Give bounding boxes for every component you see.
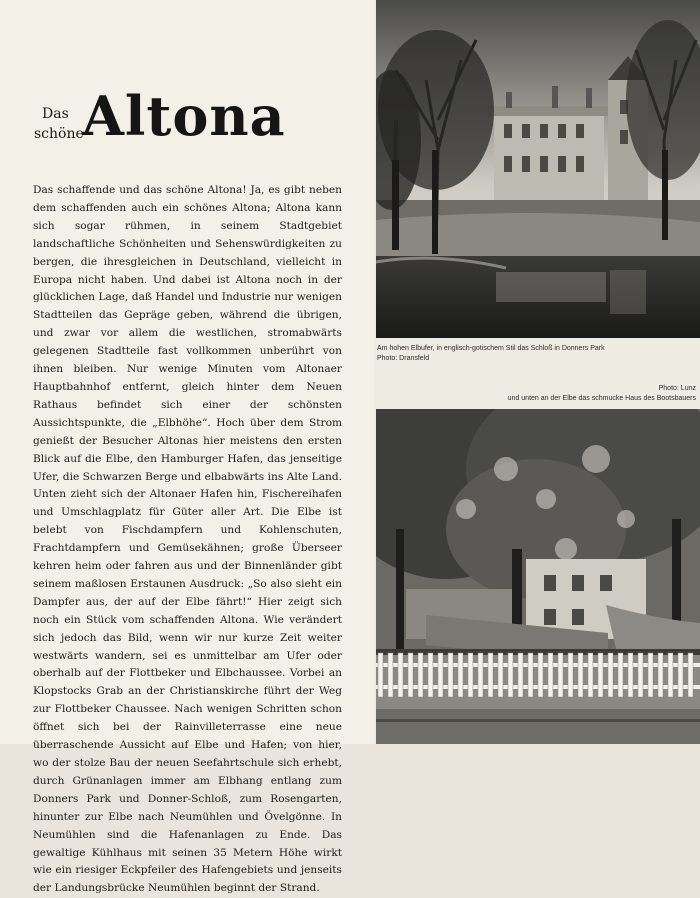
castle-photo [376, 0, 700, 338]
caption-castle [377, 344, 697, 364]
caption-castle-text: Am hohen Elbufer, in englisch-gotischem Stil das Schloß in Donners Park [377, 345, 605, 352]
caption-boathouse-photographer: Photo: Lunz [658, 385, 696, 392]
article-body: Das schaffende und das schöne Altona! Ja, es gibt neben dem schaffenden auch ein schönes Altona; Altona kann sich sogar rühmen, in seinem Stadtgebiet landschaftliche Schönheiten und Sehenswürdigkeiten zu bergen, die ihresgleichen in Deutschland, vielleicht in Europa nicht haben. Und dabei ist Altona noch in der glücklichen Lage, daß Handel und Industrie nur wenigen Stadtteilen das Gepräge geben, während die übrigen, und zwar vor allem die westlichen, stromabwärts gelegenen Stadtteile fast vollkommen unberührt von ihnen bleiben. Nur wenige Minuten vom Altonaer Hauptbahnhof entfernt, gleich hinter dem Neuen Rathaus befindet sich einer der schönsten Aussichtspunkte, die „Elbhöhe“. Hoch über dem Strom genießt der Besucher Altonas hier meistens den ersten Blick auf die Elbe, den Hamburger Hafen, das jenseitige Ufer, die Schwarzen Berge und elbabwärts ins Alte Land. Unten zieht sich der Altonaer Hafen hin, Fischereihafen und Umschlagplatz für Güter aller Art. Die Elbe ist belebt von Fischdampfern und Kohlenschuten, Frachtdampfern und Gemüsekähnen; große Überseer kehren heim oder fahren aus und der Binnenländer gibt seinem maßlosen Erstaunen Ausdruck: „So also sieht ein Dampfer aus, der auf der Elbe fährt!“ Hier zeigt sich noch ein Stück vom schaffenden Altona. Wie verändert sich jedoch das Bild, wenn wir nur kurze Zeit weiter westwärts wandern, sei es unmittelbar am Ufer oder oberhalb auf der Flottbeker und Elbchaussee. Vorbei an Klopstocks Grab an der Christianskirche führt der Weg zur Flottbeker Chaussee. Nach wenigen Schritten schon öffnet sich bei der Rainvilleterrasse eine neue überraschende Aussicht auf Elbe und Hafen; von hier, wo der stolze Bau der neuen Seefahrtschule sich erhebt, durch Grünanlagen immer am Elbhang entlang zum Donners Park und Donner-Schloß, zum Rosengarten, hinunter zur Elbe nach Neumühlen und Övelgönne. In Neumühlen sind die Hafenanlagen zu Ende. Das gewaltige Kühlhaus mit seinen 35 Metern Höhe wirkt wie ein riesiger Eckpfeiler des Hafengebiets und jenseits der Landungsbrücke Neumühlen beginnt der Strand. [33, 184, 342, 895]
boathouse-photo [376, 409, 700, 744]
caption-boathouse-text: und unten an der Elbe das schmucke Haus des Bootsbauers [507, 395, 696, 402]
heading-das: Das [42, 106, 69, 122]
heading-schone: schöne [34, 126, 84, 142]
caption-castle-photographer: Photo: Dransfeld [377, 355, 430, 362]
page-title: Altona [82, 84, 286, 148]
caption-boathouse [380, 384, 696, 404]
